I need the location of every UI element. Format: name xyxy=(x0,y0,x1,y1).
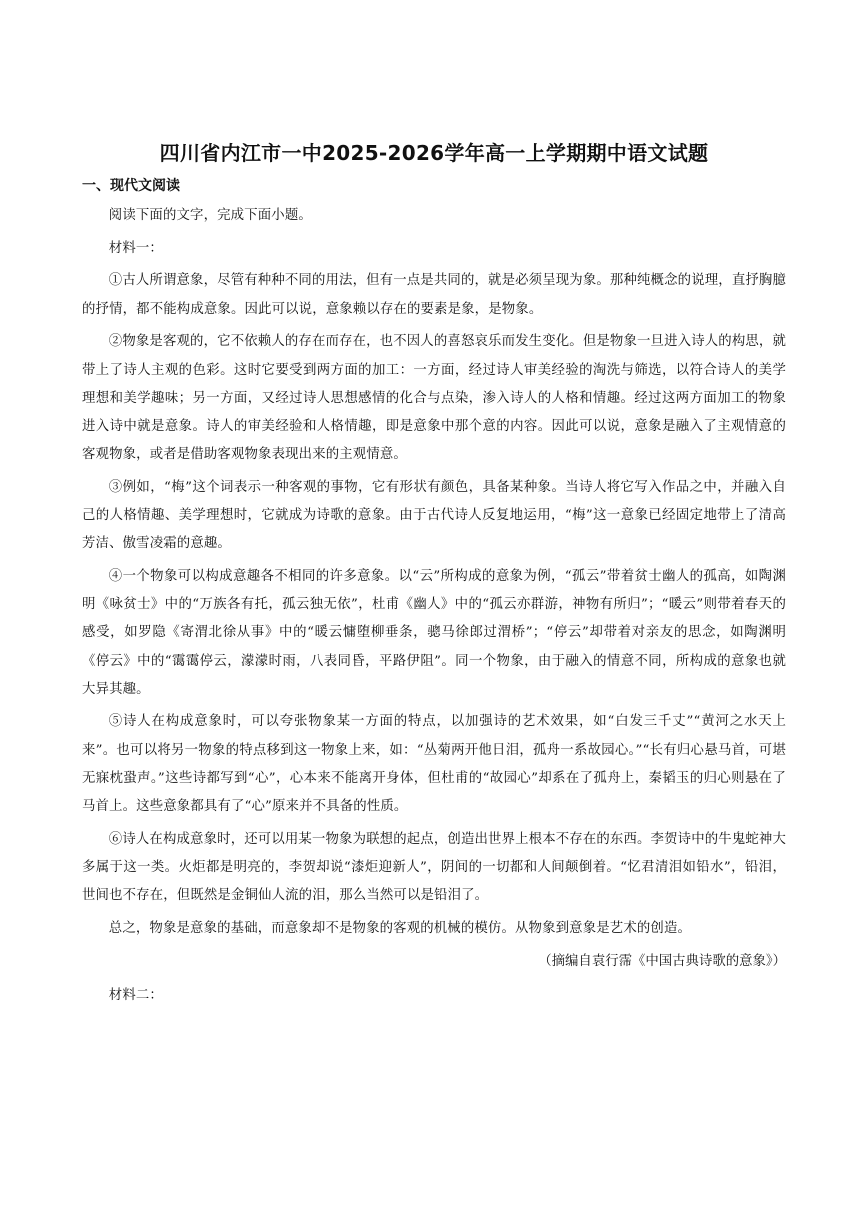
conclusion-paragraph: 总之，物象是意象的基础，而意象却不是物象的客观的机械的模仿。从物象到意象是艺术的创造。 xyxy=(108,920,692,936)
document-title: 四川省内江市一中2025-2026学年高一上学期期中语文试题 xyxy=(159,141,709,165)
paragraph-3: ③例如，“梅”这个词表示一种客观的事物，它有形状有颜色，具备某种象。当诗人将它写入作品之中，并融入自己的人格情趣、美学理想时，它就成为诗歌的意象。由于古代诗人反复地运用，“梅”这一意象已经固定地带上了清高芳洁、傲雪凌霜的意趣。 xyxy=(82,479,786,552)
section-heading: 一、现代文阅读 xyxy=(82,178,180,194)
document-page xyxy=(82,136,786,1014)
material-one-label: 材料一： xyxy=(108,240,163,256)
material-two-label: 材料二： xyxy=(108,987,163,1003)
paragraph-5: ⑤诗人在构成意象时，可以夸张物象某一方面的特点，以加强诗的艺术效果，如“白发三千丈”“黄河之水天上来”。也可以将另一物象的特点移到这一物象上来，如：“丛菊两开他日泪，孤舟一系故园心。”“长有归心悬马首，可堪无寐枕蛩声。”这些诗都写到“心”，心本来不能离开身体，但杜甫的“故园心”却系在了孤舟上，秦韬玉的归心则悬在了马首上。这些意象都具有了“心”原来并不具备的性质。 xyxy=(82,714,786,815)
paragraph-1: ①古人所谓意象，尽管有种种不同的用法，但有一点是共同的，就是必须呈现为象。那种纯概念的说理，直抒胸臆的抒情，都不能构成意象。因此可以说，意象赖以存在的要素是象，是物象。 xyxy=(82,273,786,317)
source-citation: （摘编自袁行霈《中国古典诗歌的意象》） xyxy=(538,953,786,969)
paragraph-2: ②物象是客观的，它不依赖人的存在而存在，也不因人的喜怒哀乐而发生变化。但是物象一旦进入诗人的构思，就带上了诗人主观的色彩。这时它要受到两方面的加工：一方面，经过诗人审美经验的淘洗与筛选，以符合诗人的美学理想和美学趣味；另一方面，又经过诗人思想感情的化合与点染，渗入诗人的人格和情趣。经过这两方面加工的物象进入诗中就是意象。诗人的审美经验和人格情趣，即是意象中那个意的内容。因此可以说，意象是融入了主观情意的客观物象，或者是借助客观物象表现出来的主观情意。 xyxy=(82,334,786,463)
paragraph-4: ④一个物象可以构成意趣各不相同的许多意象。以“云”所构成的意象为例，“孤云”带着贫士幽人的孤高，如陶渊明《咏贫士》中的“万族各有托，孤云独无依”，杜甫《幽人》中的“孤云亦群游，神物有所归”；“暖云”则带着春天的感受，如罗隐《寄渭北徐从事》中的“暖云慵堕柳垂条，骢马徐郎过渭桥”；“停云”却带着对亲友的思念，如陶渊明《停云》中的“霭霭停云，濛濛时雨，八表同昏，平路伊阻”。同一个物象，由于融入的情意不同，所构成的意象也就大异其趣。 xyxy=(82,568,786,697)
paragraph-6: ⑥诗人在构成意象时，还可以用某一物象为联想的起点，创造出世界上根本不存在的东西。李贺诗中的牛鬼蛇神大多属于这一类。火炬都是明亮的，李贺却说“漆炬迎新人”，阴间的一切都和人间颠倒着。“忆君清泪如铅水”，铅泪，世间也不存在，但既然是金铜仙人流的泪，那么当然可以是铅泪了。 xyxy=(82,831,786,904)
instruction-text: 阅读下面的文字，完成下面小题。 xyxy=(108,208,312,223)
